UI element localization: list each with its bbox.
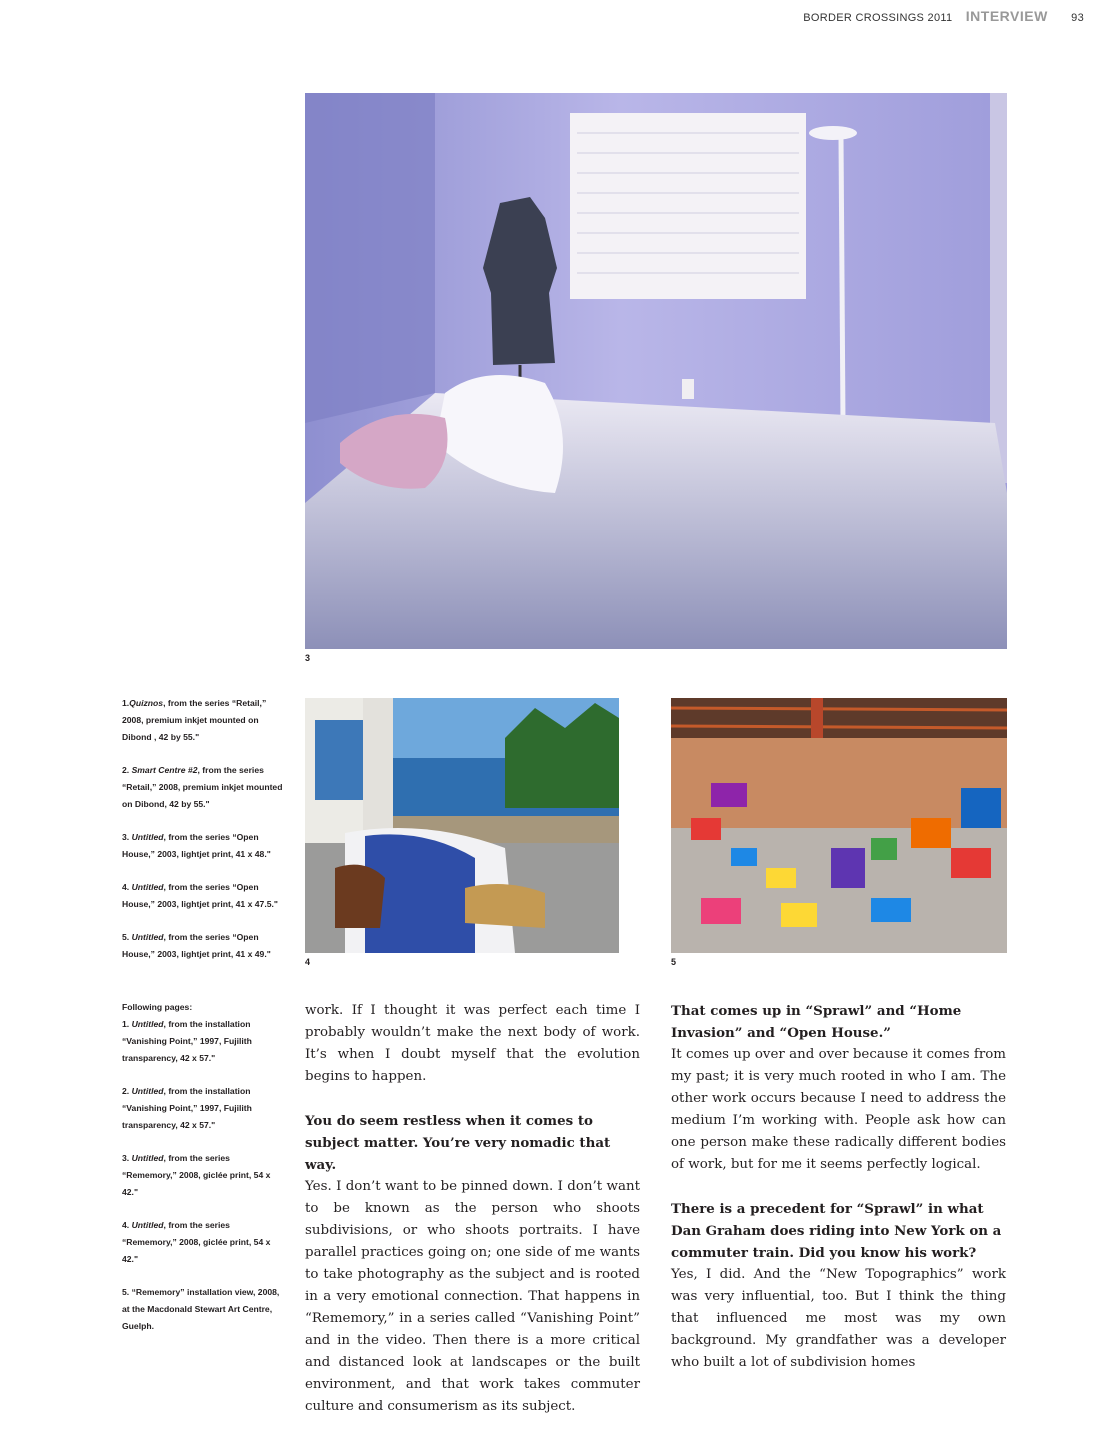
photo-bedroom-plate-3 — [305, 93, 1007, 649]
photo-mural-room-plate-4 — [305, 698, 619, 953]
following-caption-2: 2. Untitled, from the installation “Vanishing Point,” 1997, Fujilith transparency, 42 x 57." — [122, 1086, 252, 1130]
photo-toy-basement-plate-5 — [671, 698, 1007, 953]
article-column-left — [305, 1000, 640, 1418]
following-caption-1: 1. Untitled, from the installation “Vanishing Point,” 1997, Fujilith transparency, 42 x 57." — [122, 1019, 252, 1063]
following-caption-5: 5. “Rememory” installation view, 2008, at the Macdonald Stewart Art Centre, Guelph. — [122, 1287, 280, 1331]
caption-3: 3. Untitled, from the series “Open House,” 2003, lightjet print, 41 x 48." — [122, 832, 271, 859]
interview-question: That comes up in “Sprawl” and “Home Invasion” and “Open House.” — [671, 1003, 962, 1041]
paragraph: work. If I thought it was perfect each time I probably wouldn’t make the next body of work. It’s when I doubt myself that the evolution begins to happen. — [305, 1003, 640, 1084]
interview-answer: Yes. I don’t want to be pinned down. I don’t want to be known as the person who shoots subdivisions, or who shoots portraits. I have parallel practices going on; one side of me wants to take photography as the subject and is rooted in a very emotional connection. That happens in “Rememory,” in a series called “Vanishing Point” and in the video. Then there is a more critical and distanced look at landscapes or the built environment, and that work takes commuter culture and consumerism as its subject. — [305, 1179, 640, 1414]
magazine-name: BORDER CROSSINGS 2011 — [803, 12, 953, 24]
caption-4: 4. Untitled, from the series “Open House,” 2003, lightjet print, 41 x 47.5." — [122, 882, 278, 909]
interview-answer: Yes, I did. And the “New Topographics” work was very influential, too. But I think the thing that influenced me most was my own background. My grandfather was a developer who built a lot of subdivision homes — [671, 1267, 1006, 1370]
interview-answer: It comes up over and over because it comes from my past; it is very much rooted in who I am. The other work occurs because I need to address the medium I’m working with. People ask how can one person make these radically different bodies of work, but for me it seems perfectly logical. — [671, 1047, 1006, 1172]
plate-number-5: 5 — [671, 957, 677, 967]
interview-question: There is a precedent for “Sprawl” in what Dan Graham does riding into New York on a commuter train. Did you know his work? — [671, 1201, 1002, 1261]
plate-number-3: 3 — [305, 653, 311, 663]
plate-number-4: 4 — [305, 957, 311, 967]
following-caption-3: 3. Untitled, from the series “Rememory,” 2008, giclée print, 54 x 42." — [122, 1153, 271, 1197]
section-name: INTERVIEW — [965, 8, 1048, 24]
running-header — [803, 8, 1084, 24]
caption-1: 1.Quiznos, from the series “Retail,” 2008, premium inkjet mounted on Dibond , 42 by 55." — [122, 698, 267, 742]
following-pages-heading: Following pages: — [122, 1002, 193, 1012]
following-caption-4: 4. Untitled, from the series “Rememory,” 2008, giclée print, 54 x 42." — [122, 1220, 271, 1264]
following-pages-captions — [122, 999, 287, 1351]
interview-question: You do seem restless when it comes to subject matter. You’re very nomadic that way. — [305, 1113, 611, 1173]
article-column-right — [671, 1000, 1006, 1374]
page-number: 93 — [1071, 12, 1084, 24]
caption-5: 5. Untitled, from the series “Open House,” 2003, lightjet print, 41 x 49." — [122, 932, 271, 959]
photo-captions — [122, 695, 287, 979]
caption-2: 2. Smart Centre #2, from the series “Retail,” 2008, premium inkjet mounted on Dibond, 42 by 55." — [122, 765, 283, 809]
